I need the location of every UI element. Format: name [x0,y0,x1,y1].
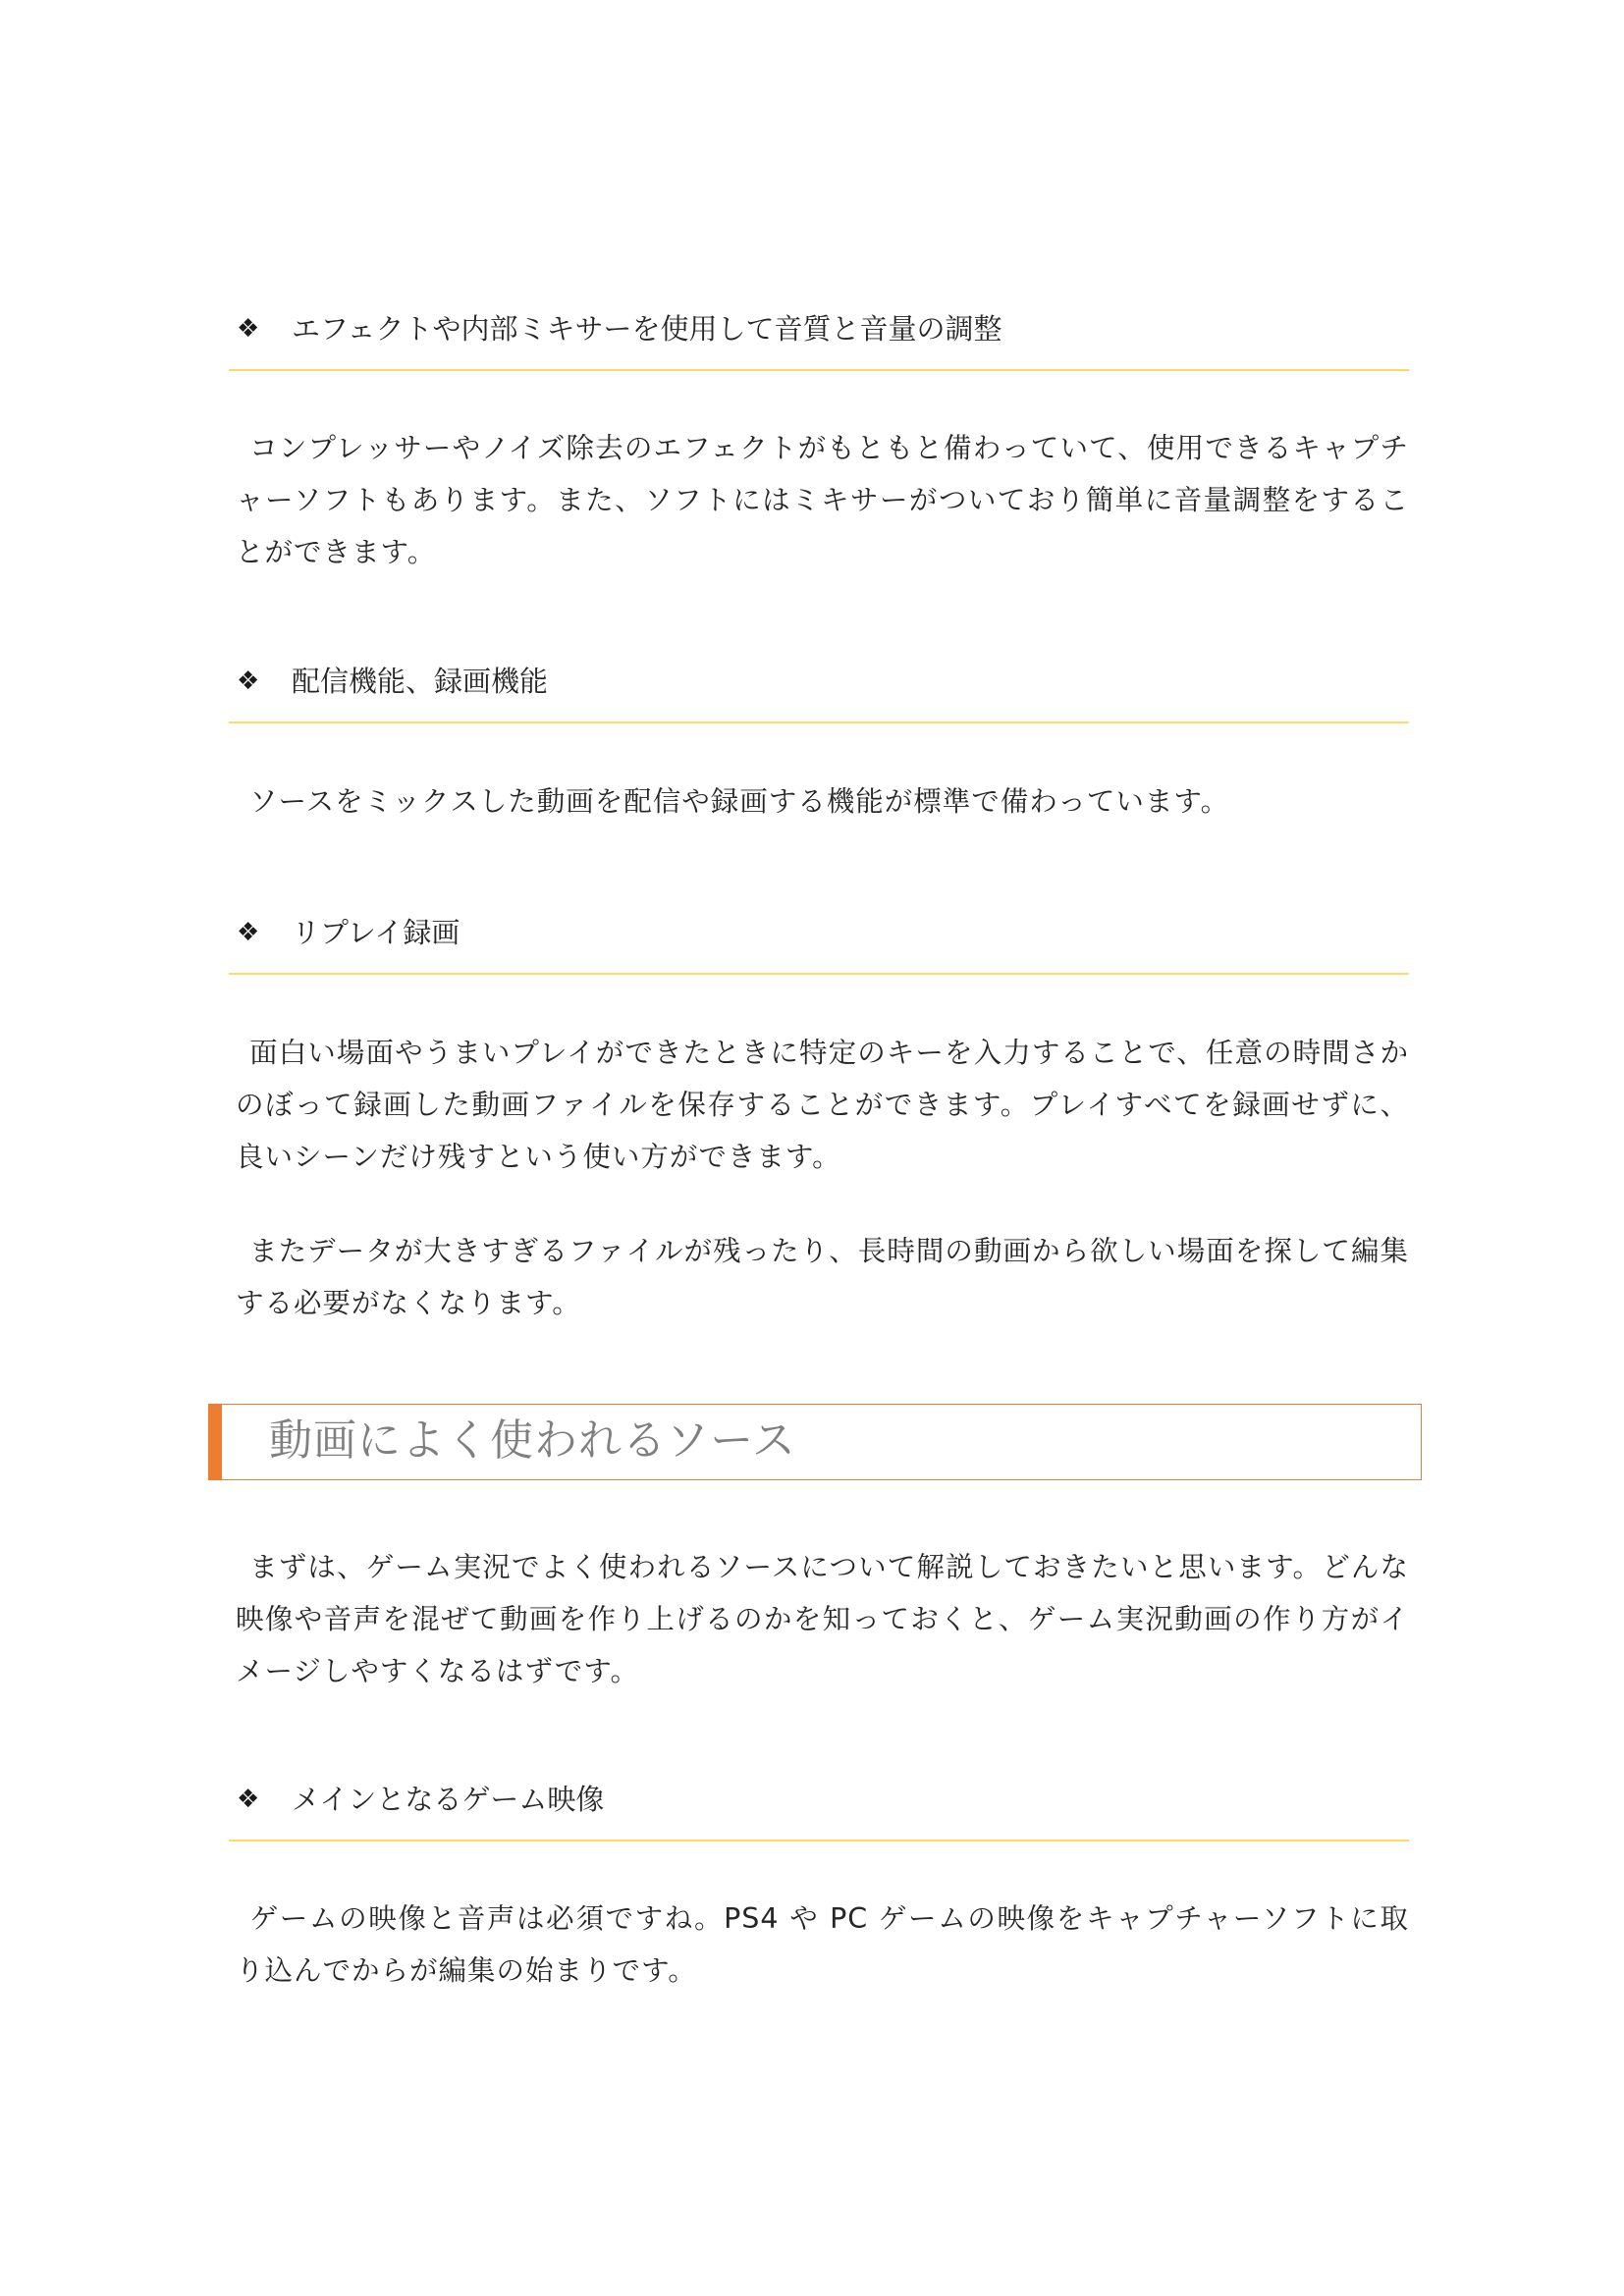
section-heading-effects [229,300,1409,371]
chapter-heading-text: 動画によく使われるソース [269,1415,796,1466]
diamond-bullet-icon: ❖ [237,314,260,344]
section-heading-text: 配信機能、録画機能 [292,665,549,698]
paragraph-text: コンプレッサーやノイズ除去のエフェクトがもともと備わっていて、使用できるキャプチャーソフトもあります。また、ソフトにはミキサーがついており簡単に音量調整をすることができます。 [236,432,1409,568]
paragraph [236,422,1409,578]
paragraph-text: またデータが大きすぎるファイルが残ったり、長時間の動画から欲しい場面を探して編集する必要がなくなります。 [236,1235,1409,1319]
section-heading-text: メインとなるゲーム映像 [292,1783,605,1816]
paragraph [236,1541,1409,1697]
paragraph-text: まずは、ゲーム実況でよく使われるソースについて解説しておきたいと思います。どんな映像や音声を混ぜて動画を作り上げるのかを知っておくと、ゲーム実況動画の作り方がイメージしやすくなるはずです。 [236,1551,1409,1687]
paragraph-text: ソースをミックスした動画を配信や録画する機能が標準で備わっています。 [249,785,1230,818]
section-heading-replay [229,904,1409,975]
paragraph-text: ゲームの映像と音声は必須ですね。PS4 や PC ゲームの映像をキャプチャーソフトに取り込んでからが編集の始まりです。 [236,1902,1409,1987]
chapter-heading [208,1404,1422,1480]
section-heading-game-video [229,1771,1409,1842]
paragraph-text: 面白い場面やうまいプレイができたときに特定のキーを入力することで、任意の時間さかのぼって録画した動画ファイルを保存することができます。プレイすべてを録画せずに、良いシーンだけ残すという使い方ができます。 [236,1037,1409,1173]
paragraph [236,775,1409,828]
section-heading-streaming [229,653,1409,723]
diamond-bullet-icon: ❖ [237,1785,260,1814]
paragraph [236,1027,1409,1183]
section-heading-text: エフェクトや内部ミキサーを使用して音質と音量の調整 [292,312,1002,346]
section-heading-text: リプレイ録画 [292,916,460,949]
diamond-bullet-icon: ❖ [237,918,260,947]
paragraph [236,1893,1409,1997]
paragraph [236,1225,1409,1329]
diamond-bullet-icon: ❖ [237,667,260,696]
